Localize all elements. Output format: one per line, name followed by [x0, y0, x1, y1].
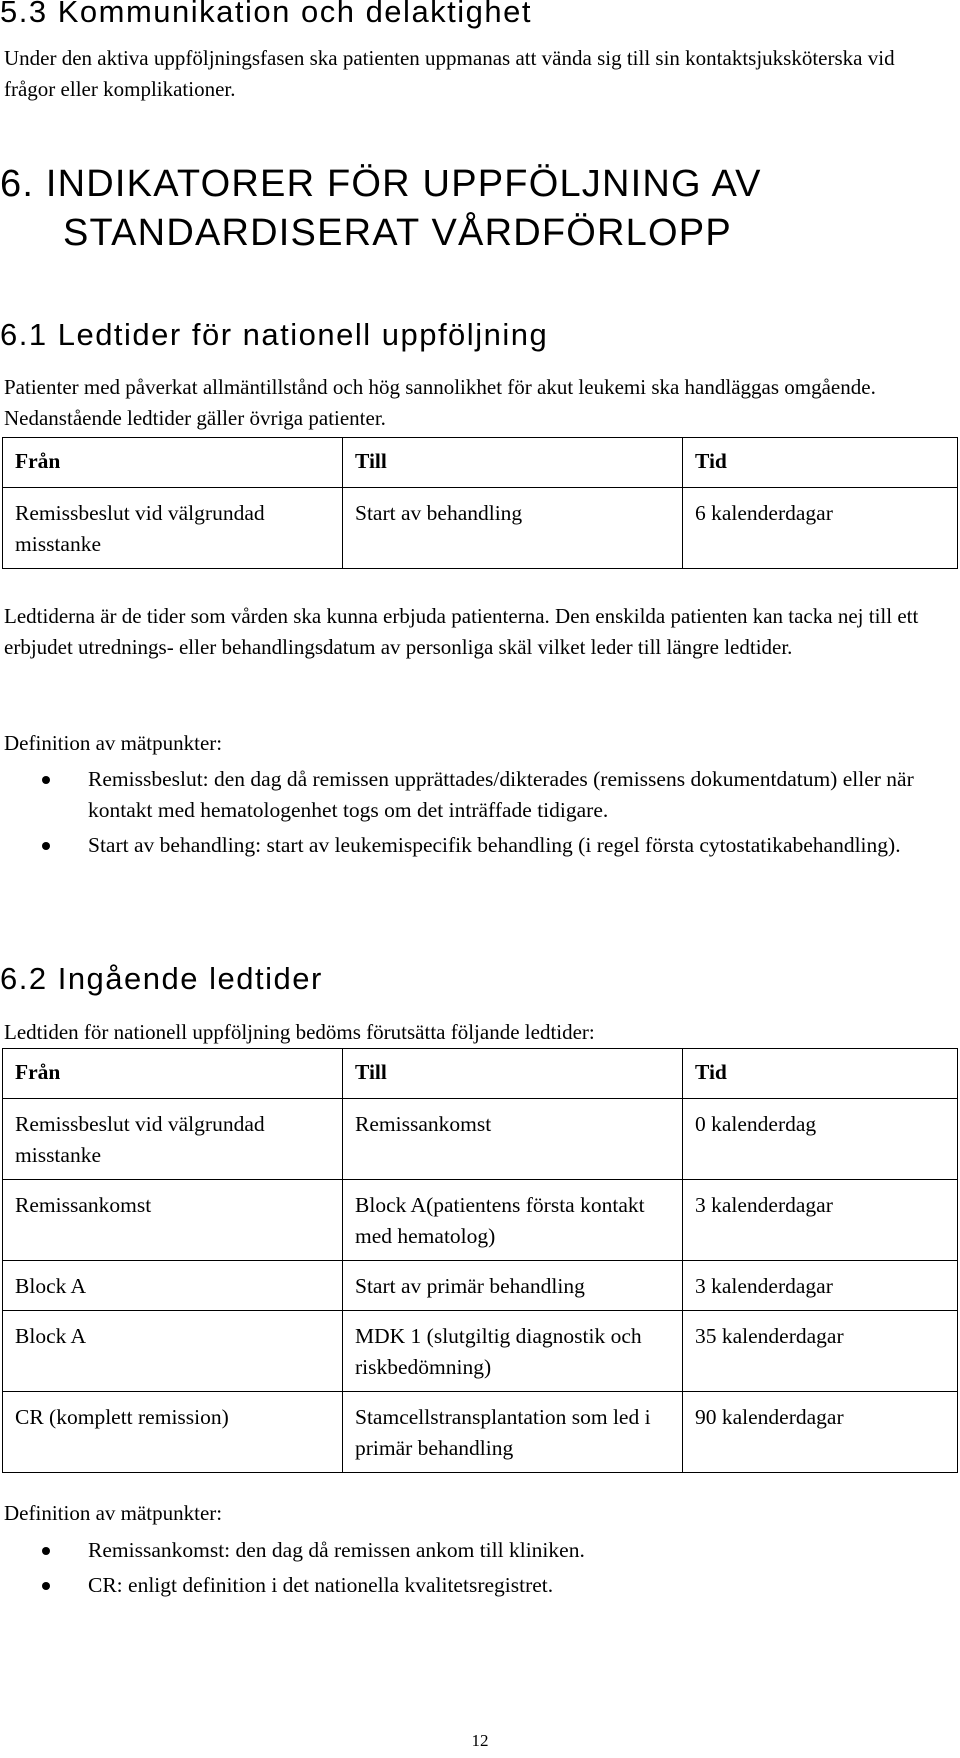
- section-6-2-paragraph: Ledtiden för nationell uppföljning bedöms förutsätta följande ledtider:: [4, 1020, 595, 1044]
- cell-time: 6 kalenderdagar: [683, 488, 958, 569]
- cell-to: Block A(patientens första kontakt med hematolog): [343, 1180, 683, 1261]
- bullet-icon: [42, 776, 50, 784]
- table-row: [3, 1392, 958, 1473]
- cell-to: Remissankomst: [343, 1099, 683, 1180]
- table-row: [3, 1099, 958, 1180]
- cell-from: Block A: [3, 1261, 343, 1311]
- chapter-6-heading-line1: 6. INDIKATORER FÖR UPPFÖLJNING AV: [0, 163, 762, 205]
- list-item: [42, 1535, 922, 1566]
- cell-to: MDK 1 (slutgiltig diagnostik och riskbedömning): [343, 1311, 683, 1392]
- list-item: [42, 764, 922, 826]
- cell-time: 35 kalenderdagar: [683, 1311, 958, 1392]
- header-time: Tid: [683, 1049, 958, 1099]
- definitions-list-6-2: [42, 1535, 922, 1605]
- cell-from: Block A: [3, 1311, 343, 1392]
- cell-from: Remissbeslut vid välgrundad misstanke: [3, 1099, 343, 1180]
- header-from: Från: [3, 438, 343, 488]
- section-6-1-heading: 6.1 Ledtider för nationell uppföljning: [0, 317, 549, 352]
- list-item: [42, 830, 922, 861]
- list-item: [42, 1570, 922, 1601]
- cell-to: Start av behandling: [343, 488, 683, 569]
- cell-from: Remissankomst: [3, 1180, 343, 1261]
- table-row: [3, 1261, 958, 1311]
- bullet-icon: [42, 1582, 50, 1590]
- bullet-icon: [42, 1547, 50, 1555]
- definition-text: Start av behandling: start av leukemispecifik behandling (i regel första cytostatikabehandling).: [88, 833, 901, 857]
- section-5-3-paragraph: Under den aktiva uppföljningsfasen ska patienten uppmanas att vända sig till sin kontaktsjuksköterska vid frågor eller komplikationer.: [4, 46, 895, 101]
- definition-text: Remissbeslut: den dag då remissen upprättades/dikterades (remissens dokumentdatum) eller när kontakt med hematologenhet togs om det inträffade tidigare.: [88, 767, 914, 822]
- definitions-label-6-1: Definition av mätpunkter:: [4, 731, 223, 755]
- cell-time: 0 kalenderdag: [683, 1099, 958, 1180]
- bullet-icon: [42, 842, 50, 850]
- cell-to: Start av primär behandling: [343, 1261, 683, 1311]
- definition-text: Remissankomst: den dag då remissen ankom till kliniken.: [88, 1538, 585, 1562]
- table-header-row: [3, 1049, 958, 1099]
- table-row: [3, 488, 958, 569]
- section-5-3-heading: 5.3 Kommunikation och delaktighet: [0, 0, 533, 29]
- definitions-label-6-2: Definition av mätpunkter:: [4, 1501, 223, 1525]
- header-time: Tid: [683, 438, 958, 488]
- header-from: Från: [3, 1049, 343, 1099]
- section-6-2-heading: 6.2 Ingående ledtider: [0, 961, 323, 996]
- table-row: [3, 1311, 958, 1392]
- definitions-list-6-1: [42, 764, 922, 865]
- cell-to: Stamcellstransplantation som led i primär behandling: [343, 1392, 683, 1473]
- page-number: 12: [471, 1731, 489, 1750]
- cell-from: Remissbeslut vid välgrundad misstanke: [3, 488, 343, 569]
- table-row: [3, 1180, 958, 1261]
- cell-from: CR (komplett remission): [3, 1392, 343, 1473]
- header-to: Till: [343, 1049, 683, 1099]
- table-header-row: [3, 438, 958, 488]
- cell-time: 90 kalenderdagar: [683, 1392, 958, 1473]
- section-6-1-paragraph: Patienter med påverkat allmäntillstånd och hög sannolikhet för akut leukemi ska handläggas omgående. Nedanstående ledtider gäller övriga patienter.: [4, 375, 876, 430]
- leadtime-table-national: [2, 437, 958, 569]
- cell-time: 3 kalenderdagar: [683, 1180, 958, 1261]
- definition-text: CR: enligt definition i det nationella kvalitetsregistret.: [88, 1573, 554, 1597]
- leadtime-explanation: Ledtiderna är de tider som vården ska kunna erbjuda patienterna. Den enskilda patienten kan tacka nej till ett erbjudet utrednings- eller behandlingsdatum av personliga skäl vilket leder till längre ledtider.: [4, 604, 919, 659]
- leadtime-table-ingoing: [2, 1048, 958, 1473]
- header-to: Till: [343, 438, 683, 488]
- cell-time: 3 kalenderdagar: [683, 1261, 958, 1311]
- chapter-6-heading-line2: STANDARDISERAT VÅRDFÖRLOPP: [63, 212, 732, 254]
